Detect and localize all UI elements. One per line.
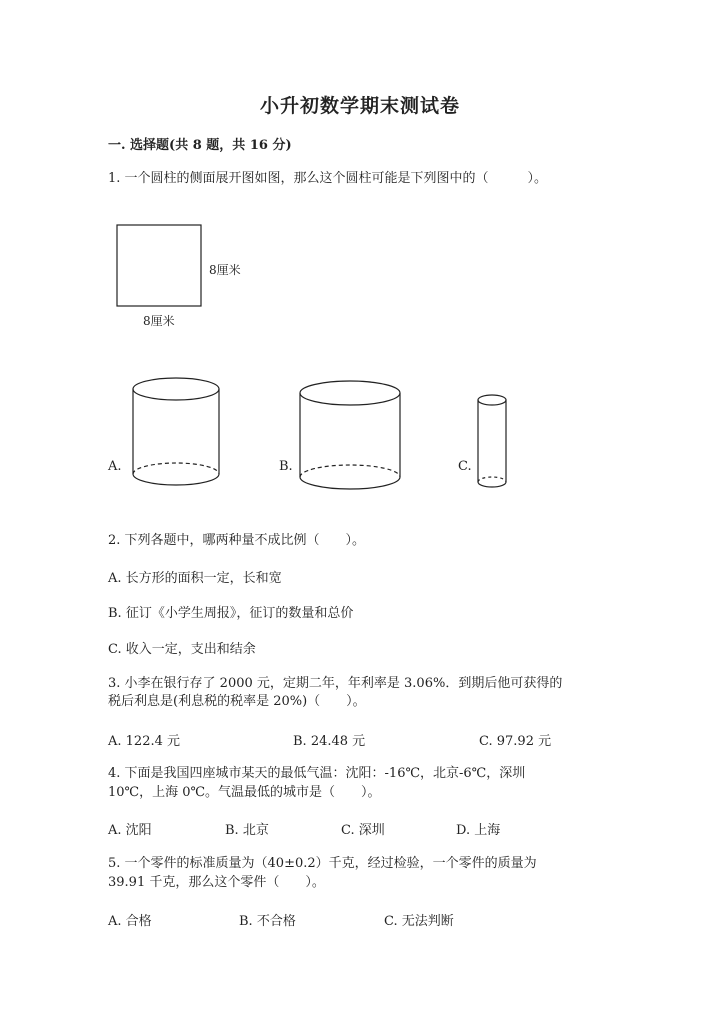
page-title: 小升初数学期末测试卷 [259,95,460,117]
q2-option-b: B. 征订《小学生周报》，征订的数量和总价 [108,606,354,621]
q1-option-a: A. [108,459,122,474]
q3-option-b: B. 24.48 元 [293,734,366,749]
q5-option-b: B. 不合格 [239,914,296,929]
question-5-line-1: 5. 一个零件的标准质量为（40±0.2）千克，经过检验，一个零件的质量为 [108,856,537,871]
q2-option-a: A. 长方形的面积一定，长和宽 [108,571,282,586]
section-heading: 一. 选择题(共 8 题，共 16 分) [108,138,292,153]
question-3-line-1: 3. 小李在银行存了 2000 元，定期二年，年利率是 3.06%．到期后他可获得的 [108,676,563,691]
q5-option-c: C. 无法判断 [384,914,454,929]
figure-bottom-label: 8厘米 [143,314,175,328]
q3-option-c: C. 97.92 元 [479,734,552,749]
q3-option-a: A. 122.4 元 [108,734,181,749]
question-5-line-2: 39.91 千克，那么这个零件（ ）。 [108,875,325,890]
q4-option-d: D. 上海 [456,823,501,838]
q4-option-b: B. 北京 [225,823,269,838]
question-4-line-1: 4. 下面是我国四座城市某天的最低气温：沈阳：-16℃，北京-6℃，深圳 [108,766,526,781]
question-1-text: 1. 一个圆柱的侧面展开图如图，那么这个圆柱可能是下列图中的（ ）。 [108,171,548,186]
question-4-line-2: 10℃，上海 0℃。气温最低的城市是（ ）。 [108,785,381,800]
q2-option-c: C. 收入一定，支出和结余 [108,642,256,657]
q5-option-a: A. 合格 [108,914,152,929]
q1-option-b: B. [279,459,293,474]
q4-option-a: A. 沈阳 [108,823,152,838]
figure-right-label: 8厘米 [209,263,241,277]
q4-option-c: C. 深圳 [341,823,385,838]
question-3-line-2: 税后利息是(利息税的税率是 20%)（ ）。 [108,694,366,709]
q1-option-c: C. [458,459,472,474]
question-2-text: 2. 下列各题中，哪两种量不成比例（ ）。 [108,533,366,548]
